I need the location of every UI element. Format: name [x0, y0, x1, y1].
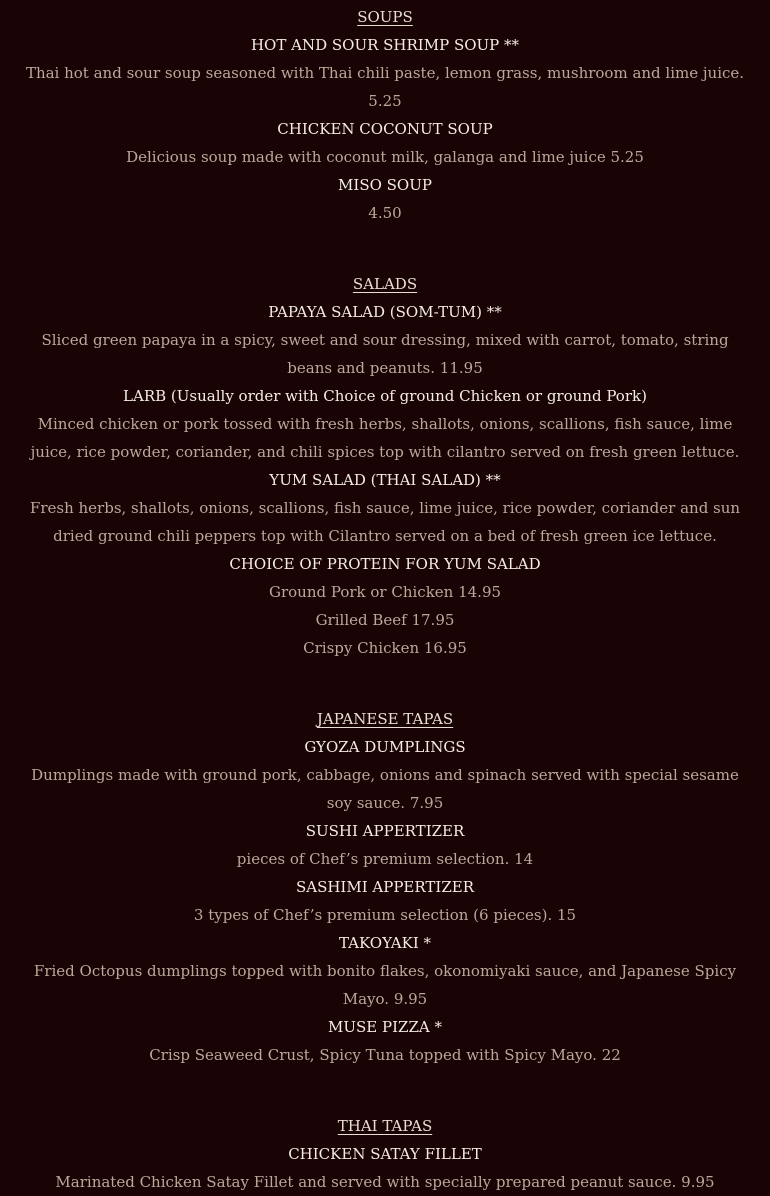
section-japanese-tapas	[18, 705, 752, 1069]
menu-item-name: SASHIMI APPERTIZER	[295, 878, 475, 896]
menu-item-name: PAPAYA SALAD (SOM-TUM) **	[268, 303, 502, 321]
protein-option: Grilled Beef 17.95	[315, 611, 455, 629]
menu-item-description: Crisp Seaweed Crust, Spicy Tuna topped with Spicy Mayo. 22	[149, 1046, 621, 1064]
section-soups	[18, 3, 752, 227]
menu-item-name: MUSE PIZZA *	[328, 1018, 442, 1036]
menu-item-name: MISO SOUP	[338, 176, 432, 194]
menu-item-name: GYOZA DUMPLINGS	[304, 738, 466, 756]
menu-item-description: Thai hot and sour soup seasoned with Thai chili paste, lemon grass, mushroom and lime juice. 5.25	[25, 64, 745, 110]
menu	[18, 0, 752, 1196]
section-thai-tapas	[18, 1112, 752, 1196]
menu-item-name: CHOICE OF PROTEIN FOR YUM SALAD	[229, 555, 541, 573]
menu-item-description: Marinated Chicken Satay Fillet and served with specially prepared peanut sauce. 9.95	[55, 1173, 715, 1191]
protein-option: Crispy Chicken 16.95	[303, 639, 467, 657]
menu-item-description: Sliced green papaya in a spicy, sweet and sour dressing, mixed with carrot, tomato, string beans and peanuts. 11.95	[41, 331, 729, 377]
menu-item-description: Dumplings made with ground pork, cabbage, onions and spinach served with special sesame soy sauce. 7.95	[31, 766, 739, 812]
menu-item-description: Fresh herbs, shallots, onions, scallions, fish sauce, lime juice, rice powder, coriander and sun dried ground chili peppers top with Cilantro served on a bed of fresh green ice lettuce.	[29, 499, 741, 545]
menu-item-description: pieces of Chef’s premium selection. 14	[236, 850, 534, 868]
menu-item-name: CHICKEN SATAY FILLET	[288, 1145, 482, 1163]
menu-item-name: SUSHI APPERTIZER	[305, 822, 465, 840]
menu-item-name: TAKOYAKI *	[338, 934, 432, 952]
section-heading: THAI TAPAS	[337, 1117, 433, 1135]
menu-item-name: HOT AND SOUR SHRIMP SOUP **	[250, 36, 520, 54]
menu-item-name: YUM SALAD (THAI SALAD) **	[269, 471, 501, 489]
menu-item-description: 4.50	[368, 204, 402, 222]
menu-item-description: Delicious soup made with coconut milk, galanga and lime juice 5.25	[126, 148, 644, 166]
section-salads	[18, 270, 752, 662]
protein-option: Ground Pork or Chicken 14.95	[268, 583, 502, 601]
menu-item-name: CHICKEN COCONUT SOUP	[277, 120, 493, 138]
menu-item-description: Minced chicken or pork tossed with fresh herbs, shallots, onions, scallions, fish sauce, lime juice, rice powder, coriander, and chili spices top with cilantro served on fresh green lettuce.	[30, 415, 740, 461]
section-heading: SOUPS	[357, 8, 413, 26]
section-heading: SALADS	[352, 275, 418, 293]
menu-item-description: Fried Octopus dumplings topped with bonito flakes, okonomiyaki sauce, and Japanese Spicy Mayo. 9.95	[33, 962, 737, 1008]
menu-item-description: 3 types of Chef’s premium selection (6 pieces). 15	[193, 906, 577, 924]
section-heading: JAPANESE TAPAS	[316, 710, 454, 728]
menu-item-name: LARB (Usually order with Choice of ground Chicken or ground Pork)	[123, 387, 647, 405]
